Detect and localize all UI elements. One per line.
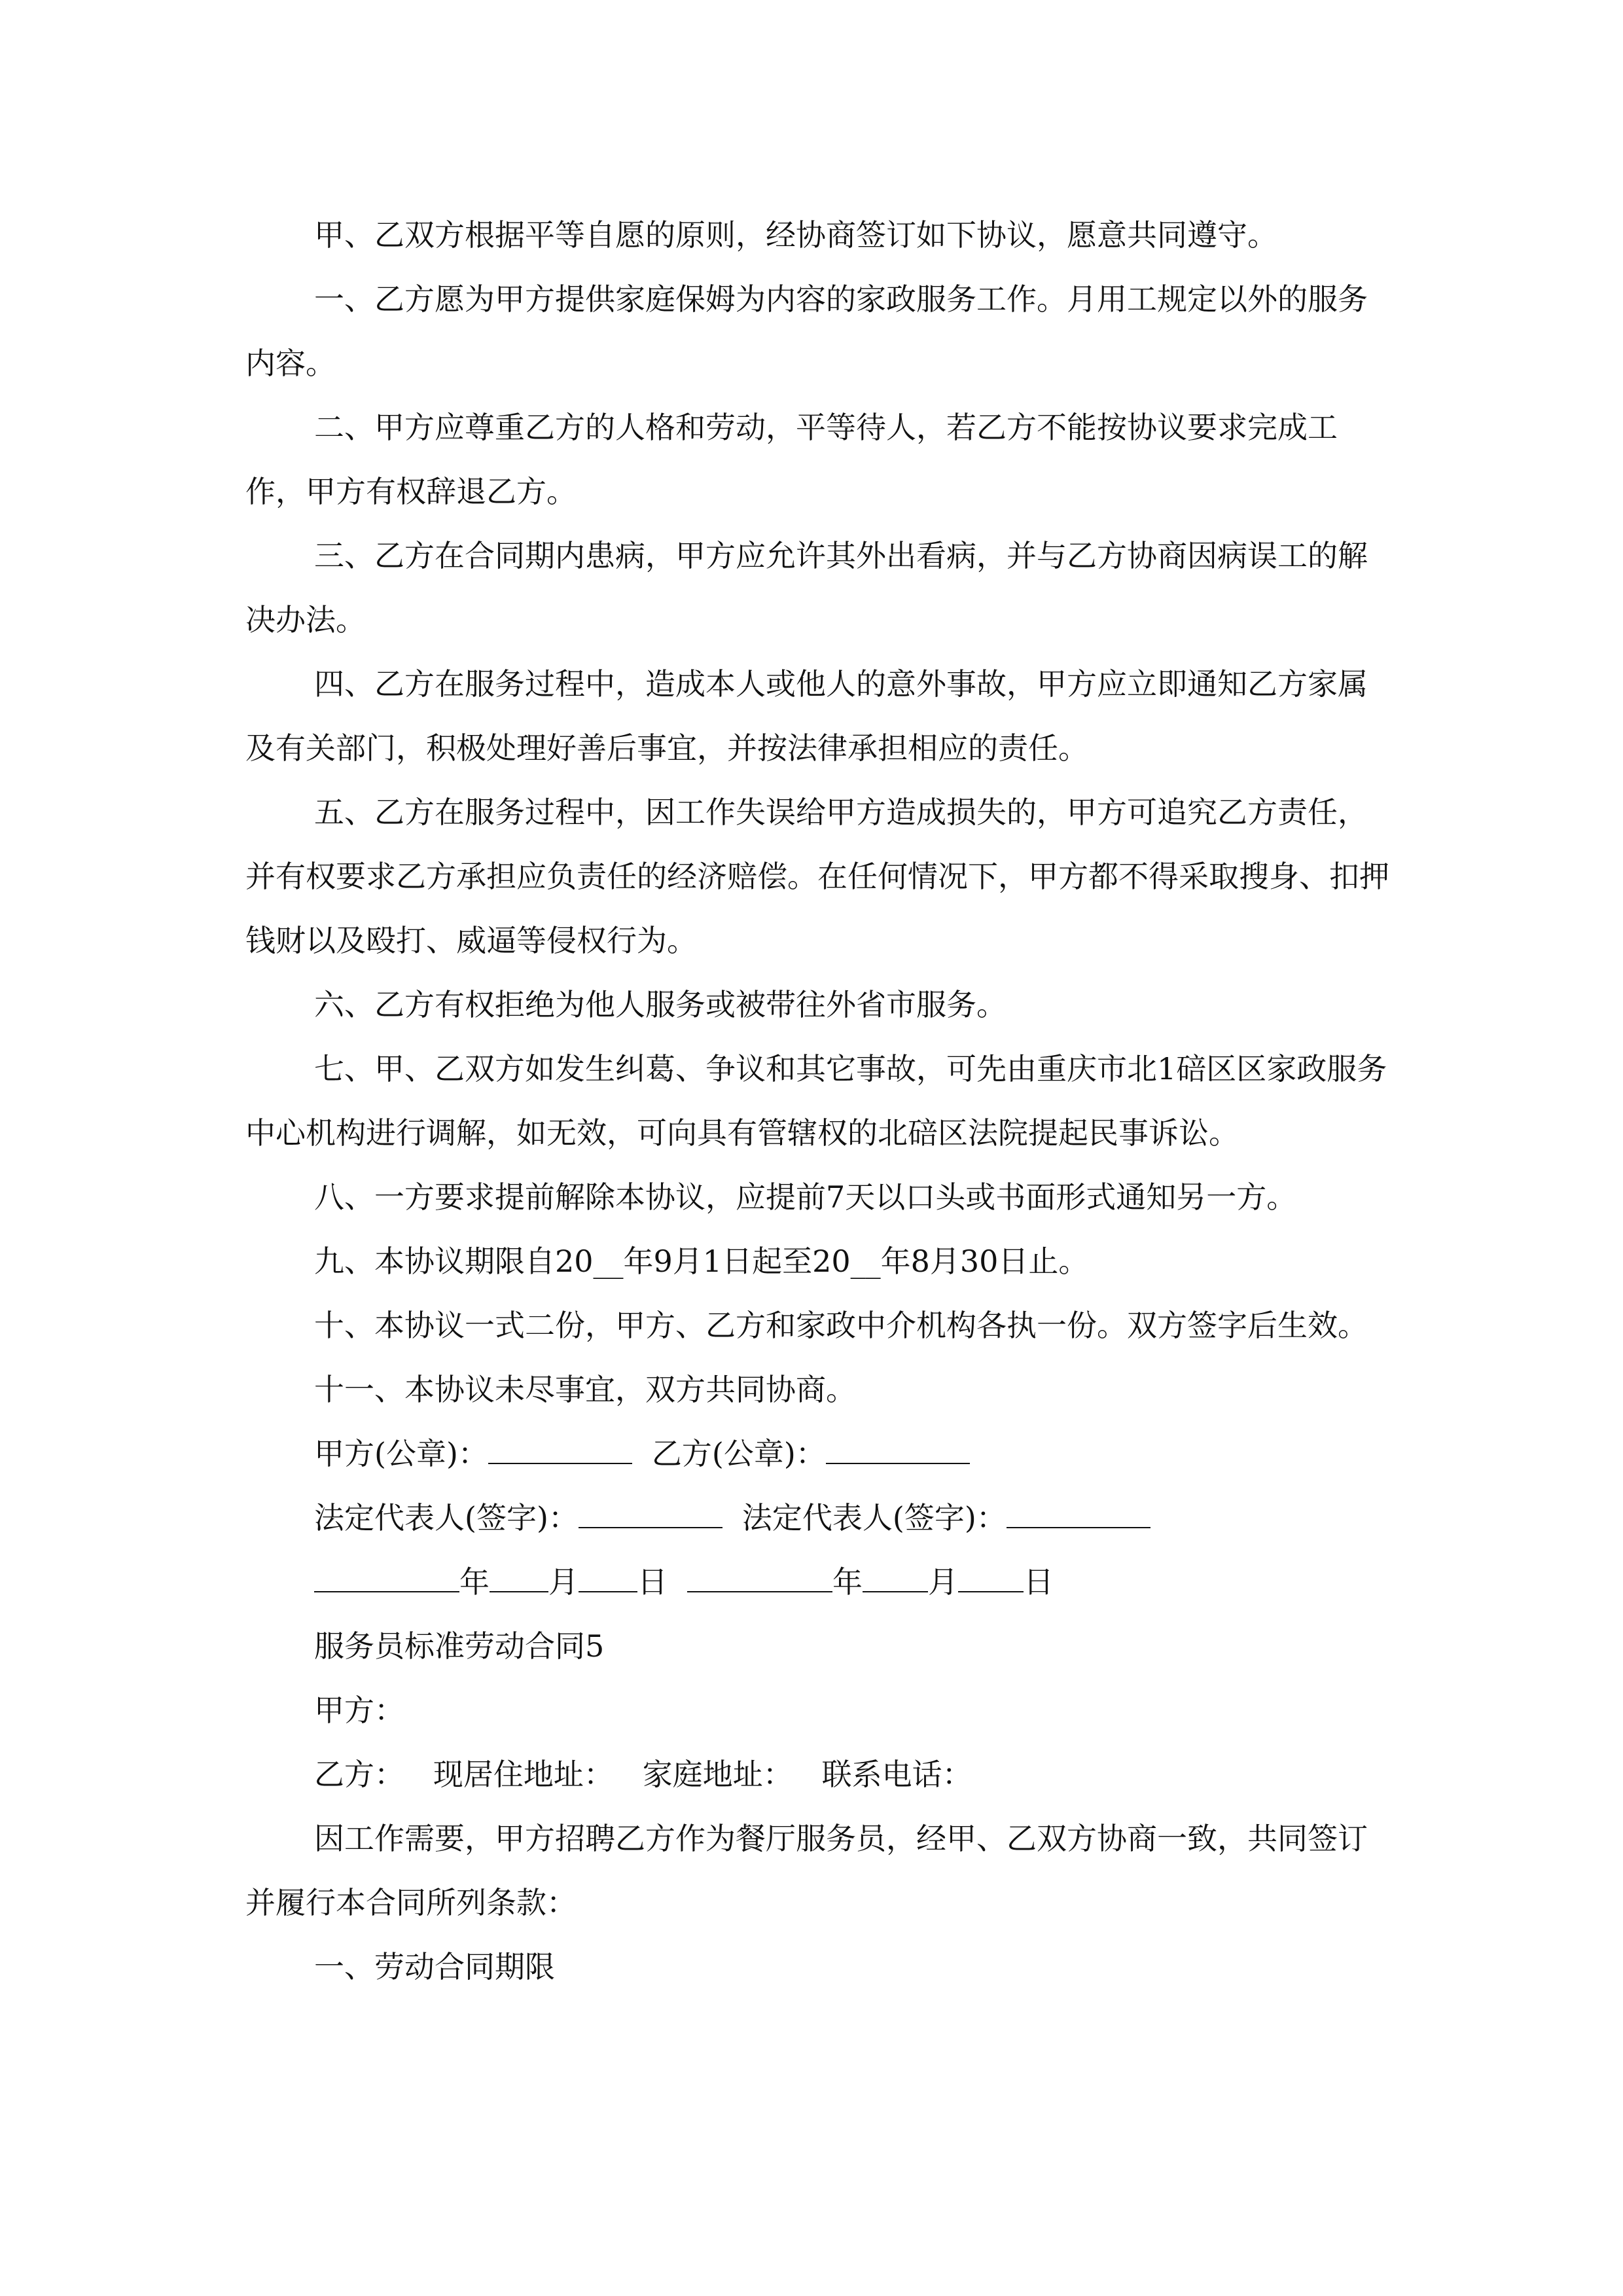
date-a-month-label: 月 [548,1564,579,1600]
clause-2: 二、甲方应尊重乙方的人格和劳动，平等待人，若乙方不能按协议要求完成工作，甲方有权辞退乙方。 [245,410,1338,509]
clause-10: 十、本协议一式二份，甲方、乙方和家政中介机构各执一份。双方签字后生效。 [314,1308,1368,1343]
clause-11: 十一、本协议未尽事宜，双方共同协商。 [314,1372,856,1407]
date-b-day-label: 日 [1024,1564,1054,1600]
document-body [245,203,1397,1999]
clause-7: 七、甲、乙双方如发生纠葛、争议和其它事故，可先由重庆市北1碚区区家政服务中心机构进行调解，如无效，可向具有管辖权的北碚区法院提起民事诉讼。 [245,1051,1387,1151]
date-a-year-label: 年 [459,1564,490,1600]
date-b-year-label: 年 [832,1564,863,1600]
seal-line [245,1422,1397,1486]
clause-5: 五、乙方在服务过程中，因工作失误给甲方造成损失的，甲方可追究乙方责任，并有权要求乙方承担应负责任的经济赔偿。在任何情况下，甲方都不得采取搜身、扣押钱财以及殴打、威逼等侵权行为。 [245,795,1389,958]
contract5-party-b-line: 乙方： 现居住地址： 家庭地址： 联系电话： [314,1757,972,1792]
representative-line [245,1486,1397,1550]
clause-8: 八、一方要求提前解除本协议，应提前7天以口头或书面形式通知另一方。 [314,1179,1297,1215]
rep-b-label: 法定代表人(签字)： [741,1500,1007,1535]
clause-6: 六、乙方有权拒绝为他人服务或被带往外省市服务。 [314,987,1007,1022]
rep-a-blank [579,1499,722,1528]
date-b-month-blank [863,1564,928,1592]
paragraph-preamble: 甲、乙双方根据平等自愿的原则，经协商签订如下协议，愿意共同遵守。 [314,217,1277,253]
contract5-party-a: 甲方： [314,1693,404,1728]
date-a-day-label: 日 [637,1564,668,1600]
date-a-year-blank [314,1564,459,1592]
date-a-month-blank [490,1564,548,1592]
rep-b-blank [1007,1499,1150,1528]
clause-1: 一、乙方愿为甲方提供家庭保姆为内容的家政服务工作。月用工规定以外的服务内容。 [245,281,1368,381]
date-b-day-blank [958,1564,1024,1592]
clause-9: 九、本协议期限自20__年9月1日起至20__年8月30日止。 [314,1244,1089,1279]
clause-4: 四、乙方在服务过程中，造成本人或他人的意外事故，甲方应立即通知乙方家属及有关部门，积极处理好善后事宜，并按法律承担相应的责任。 [245,666,1368,766]
party-a-seal-label: 甲方(公章)： [314,1436,488,1471]
contract5-title: 服务员标准劳动合同5 [314,1628,605,1664]
party-b-seal-label: 乙方(公章)： [651,1436,826,1471]
contract5-section-1: 一、劳动合同期限 [314,1949,555,1984]
rep-a-label: 法定代表人(签字)： [314,1500,579,1535]
date-b-year-blank [687,1564,832,1592]
party-a-seal-blank [488,1435,632,1464]
date-b-month-label: 月 [928,1564,958,1600]
clause-3: 三、乙方在合同期内患病，甲方应允许其外出看病，并与乙方协商因病误工的解决办法。 [245,538,1368,637]
date-line [245,1550,1397,1614]
contract5-intro: 因工作需要，甲方招聘乙方作为餐厅服务员，经甲、乙双方协商一致，共同签订并履行本合同所列条款： [245,1821,1368,1920]
party-b-seal-blank [826,1435,970,1464]
date-a-day-blank [579,1564,637,1592]
